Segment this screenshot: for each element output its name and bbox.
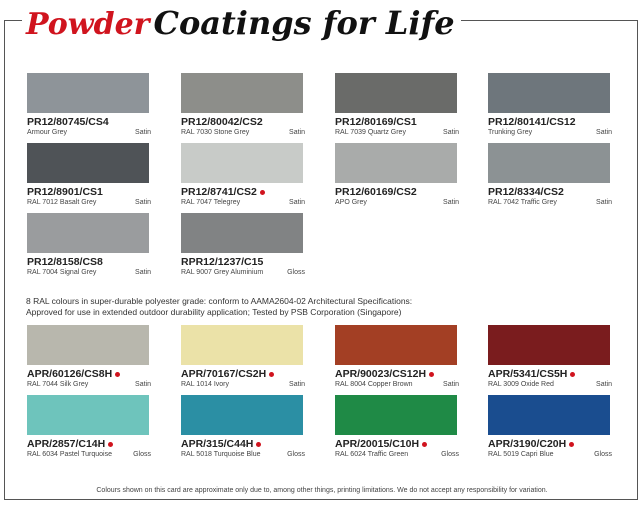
color-swatch xyxy=(181,73,303,113)
color-swatch xyxy=(335,395,457,435)
swatch-item xyxy=(27,73,151,137)
swatch-name: RAL 6024 Traffic Green xyxy=(335,451,409,458)
swatch-code-text: APR/315/C44H xyxy=(181,438,254,450)
color-swatch xyxy=(181,325,303,365)
swatch-details xyxy=(335,380,459,389)
swatch-details xyxy=(181,380,305,389)
swatch-details xyxy=(27,198,151,207)
swatch-finish: Satin xyxy=(289,381,305,388)
swatch-code-text: PR12/80141/CS12 xyxy=(488,116,576,128)
super-durable-dot-icon xyxy=(256,442,261,447)
super-durable-dot-icon xyxy=(108,442,113,447)
page-title xyxy=(22,4,461,44)
super-durable-dot-icon xyxy=(422,442,427,447)
swatch-details xyxy=(181,128,305,137)
swatch-code xyxy=(488,116,612,128)
swatch-finish: Satin xyxy=(443,199,459,206)
swatch-name: Trunking Grey xyxy=(488,129,533,136)
swatch-code xyxy=(181,256,305,268)
swatch-name: RAL 5018 Turquoise Blue xyxy=(181,451,261,458)
swatch-item xyxy=(488,395,612,459)
swatch-details xyxy=(488,380,612,389)
swatch-name: RAL 7030 Stone Grey xyxy=(181,129,250,136)
swatch-code-text: PR12/80169/CS1 xyxy=(335,116,417,128)
swatch-finish: Gloss xyxy=(287,451,305,458)
swatch-item xyxy=(488,325,612,389)
color-swatch xyxy=(27,395,149,435)
swatch-code-text: PR12/80745/CS4 xyxy=(27,116,109,128)
swatch-finish: Gloss xyxy=(133,451,151,458)
swatch-code xyxy=(488,186,612,198)
swatch-item xyxy=(27,213,151,277)
color-swatch xyxy=(488,395,610,435)
color-swatch xyxy=(488,73,610,113)
swatch-finish: Satin xyxy=(596,199,612,206)
swatch-name: RAL 9007 Grey Aluminium xyxy=(181,269,264,276)
swatch-finish: Satin xyxy=(596,129,612,136)
swatch-name: RAL 6034 Pastel Turquoise xyxy=(27,451,112,458)
swatch-code xyxy=(181,116,305,128)
swatch-name: RAL 7039 Quartz Grey xyxy=(335,129,406,136)
swatch-details xyxy=(488,198,612,207)
swatch-item xyxy=(27,395,151,459)
super-durable-dot-icon xyxy=(260,190,265,195)
swatch-item xyxy=(181,395,305,459)
swatch-item xyxy=(181,325,305,389)
swatch-code-text: PR12/8158/CS8 xyxy=(27,256,103,268)
swatch-item xyxy=(335,395,459,459)
swatch-code xyxy=(181,438,305,450)
super-durable-dot-icon xyxy=(115,372,120,377)
swatch-details xyxy=(27,450,151,459)
swatch-details xyxy=(181,268,305,277)
title-part-1: Powder xyxy=(26,7,150,42)
swatch-item xyxy=(181,73,305,137)
title-part-2: Coatings for Life xyxy=(153,4,455,42)
swatch-name: RAL 7047 Telegrey xyxy=(181,199,241,206)
swatch-code xyxy=(335,186,459,198)
swatch-code-text: APR/60126/CS8H xyxy=(27,368,113,380)
swatch-code xyxy=(181,368,305,380)
swatch-item xyxy=(488,143,612,207)
swatch-code-text: PR12/60169/CS2 xyxy=(335,186,417,198)
color-swatch xyxy=(27,325,149,365)
swatch-name: RAL 7042 Traffic Grey xyxy=(488,199,557,206)
swatch-details xyxy=(488,128,612,137)
super-durable-dot-icon xyxy=(269,372,274,377)
swatch-item xyxy=(181,143,305,207)
swatch-details xyxy=(181,198,305,207)
swatch-finish: Satin xyxy=(443,381,459,388)
swatch-details xyxy=(335,450,459,459)
swatch-code xyxy=(181,186,305,198)
swatch-code-text: PR12/8901/CS1 xyxy=(27,186,103,198)
swatch-item xyxy=(335,325,459,389)
swatch-name: RAL 7012 Basalt Grey xyxy=(27,199,97,206)
swatch-finish: Satin xyxy=(135,381,151,388)
swatch-finish: Satin xyxy=(135,269,151,276)
note-line-2: Approved for use in extended outdoor durability application; Tested by PSB Corporation (Singapore) xyxy=(26,307,402,317)
swatch-code-text: APR/5341/CS5H xyxy=(488,368,568,380)
swatch-details xyxy=(335,198,459,207)
swatch-details xyxy=(27,128,151,137)
color-swatch xyxy=(335,73,457,113)
swatch-code xyxy=(27,256,151,268)
swatch-name: RAL 5019 Capri Blue xyxy=(488,451,554,458)
footer-disclaimer: Colours shown on this card are approximate only due to, among other things, printing limitations. We do not accept any responsibility for variation. xyxy=(96,487,548,494)
note-line-1: 8 RAL colours in super-durable polyester grade: conform to AAMA2604-02 Architectural Specifications: xyxy=(26,296,413,306)
color-swatch xyxy=(488,325,610,365)
swatch-name: APO Grey xyxy=(335,199,367,206)
swatch-item xyxy=(27,325,151,389)
swatch-finish: Satin xyxy=(443,129,459,136)
swatch-code-text: APR/3190/C20H xyxy=(488,438,567,450)
swatch-name: RAL 7004 Signal Grey xyxy=(27,269,97,276)
color-swatch xyxy=(27,213,149,253)
swatch-code-text: APR/20015/C10H xyxy=(335,438,420,450)
swatch-finish: Satin xyxy=(135,199,151,206)
swatch-finish: Satin xyxy=(289,129,305,136)
polyester-note xyxy=(26,296,616,318)
swatch-code-text: APR/70167/CS2H xyxy=(181,368,267,380)
swatch-code xyxy=(488,438,612,450)
swatch-code xyxy=(27,116,151,128)
swatch-code-text: RPR12/1237/C15 xyxy=(181,256,264,268)
swatch-name: RAL 7044 Silk Grey xyxy=(27,381,89,388)
color-swatch xyxy=(335,143,457,183)
swatch-finish: Satin xyxy=(596,381,612,388)
swatch-code xyxy=(335,116,459,128)
color-swatch xyxy=(181,143,303,183)
swatch-code-text: APR/2857/C14H xyxy=(27,438,106,450)
swatch-details xyxy=(27,380,151,389)
swatch-details xyxy=(488,450,612,459)
super-durable-dot-icon xyxy=(570,372,575,377)
swatch-code-text: PR12/8334/CS2 xyxy=(488,186,564,198)
swatch-code-text: APR/90023/CS12H xyxy=(335,368,427,380)
swatch-code xyxy=(27,438,151,450)
color-swatch xyxy=(27,143,149,183)
swatch-item xyxy=(335,73,459,137)
swatch-details xyxy=(181,450,305,459)
swatch-code-text: PR12/80042/CS2 xyxy=(181,116,263,128)
color-swatch xyxy=(488,143,610,183)
swatch-name: RAL 1014 Ivory xyxy=(181,381,229,388)
swatch-code xyxy=(488,368,612,380)
swatch-item xyxy=(181,213,305,277)
swatch-code xyxy=(335,438,459,450)
swatch-code-text: PR12/8741/CS2 xyxy=(181,186,257,198)
color-swatch xyxy=(181,213,303,253)
swatch-name: RAL 3009 Oxide Red xyxy=(488,381,554,388)
swatch-item xyxy=(27,143,151,207)
swatch-finish: Gloss xyxy=(594,451,612,458)
color-swatch xyxy=(181,395,303,435)
swatch-name: Armour Grey xyxy=(27,129,68,136)
color-swatch xyxy=(27,73,149,113)
swatch-code xyxy=(27,186,151,198)
swatch-item xyxy=(488,73,612,137)
color-swatch xyxy=(335,325,457,365)
swatch-details xyxy=(27,268,151,277)
swatch-code xyxy=(27,368,151,380)
swatch-name: RAL 8004 Copper Brown xyxy=(335,381,413,388)
swatch-item xyxy=(335,143,459,207)
swatch-finish: Gloss xyxy=(287,269,305,276)
swatch-finish: Satin xyxy=(289,199,305,206)
swatch-code xyxy=(335,368,459,380)
swatch-details xyxy=(335,128,459,137)
super-durable-dot-icon xyxy=(569,442,574,447)
swatch-finish: Gloss xyxy=(441,451,459,458)
swatch-finish: Satin xyxy=(135,129,151,136)
super-durable-dot-icon xyxy=(429,372,434,377)
